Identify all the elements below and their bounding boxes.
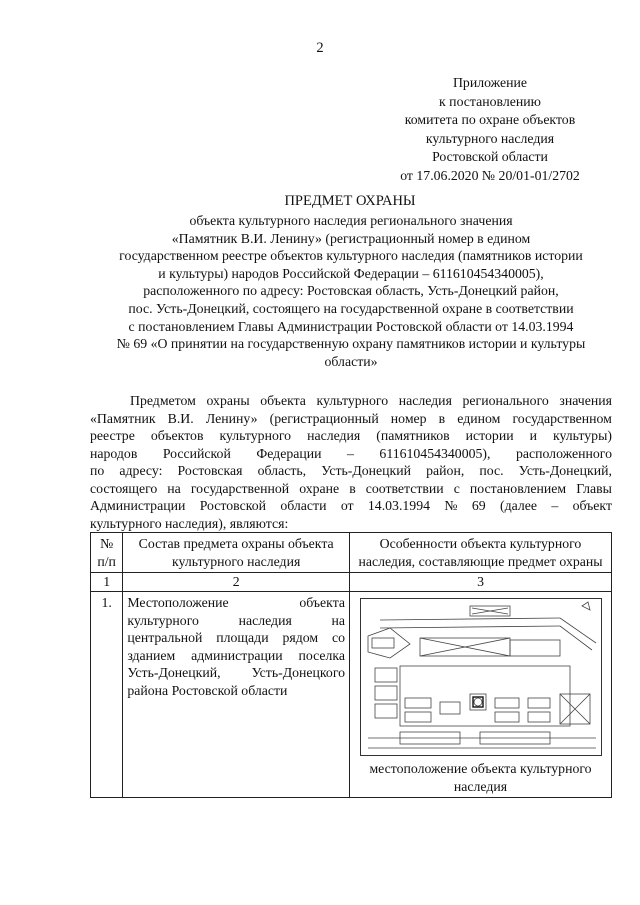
subject-line: пос. Усть-Донецкий, состоящего на государственной охране в соответствии <box>128 300 574 316</box>
word: Российской <box>162 445 231 461</box>
subject-line: расположенного по адресу: Ростовская область, Усть-Донецкий район, <box>143 283 559 299</box>
body-paragraph <box>90 392 612 532</box>
word: область, <box>257 463 307 478</box>
header-features: Особенности объекта культурного наследия, составляющие предмет охраны <box>350 533 612 573</box>
subject-line: № 69 «О принятии на государственную охрану памятников истории и культуры <box>116 336 586 352</box>
paragraph-line <box>90 392 612 410</box>
row-features <box>350 592 612 798</box>
word: в <box>438 410 446 426</box>
word: регионального <box>462 393 549 408</box>
paragraph-line <box>90 480 612 498</box>
word: едином <box>457 410 501 426</box>
site-plan-image <box>360 598 602 756</box>
word: Ростовская <box>177 463 243 478</box>
word: Усть-Донецкий, <box>518 463 612 478</box>
word: район, <box>426 463 465 478</box>
word: 611610454340005), <box>379 445 491 461</box>
paragraph-line <box>90 427 612 445</box>
word: Усть-Донецкого <box>251 665 346 680</box>
word: В.И. <box>167 410 194 426</box>
word: на <box>331 612 346 628</box>
word: центральной <box>127 630 203 645</box>
header-composition: Состав предмета охраны объекта культурного наследия <box>123 533 350 573</box>
word: поселка <box>298 647 346 663</box>
column-number: 3 <box>350 573 612 592</box>
word: (регистрационный <box>269 410 379 426</box>
word: народов <box>90 445 138 461</box>
word: значения <box>559 393 612 408</box>
column-number: 1 <box>91 573 123 592</box>
word: по <box>90 463 105 478</box>
word: и <box>529 428 537 443</box>
location-map <box>360 598 602 756</box>
word: Администрации <box>90 498 186 513</box>
word: наследия <box>238 612 292 628</box>
word: постановлением <box>469 480 567 496</box>
word: адресу: <box>119 463 163 478</box>
word: объект <box>572 498 612 513</box>
appendix-line: культурного наследия <box>425 130 555 146</box>
subject-line: государственном реестре объектов культурного наследия (памятников истории <box>119 248 583 264</box>
word: состоящего <box>90 480 158 496</box>
word: с <box>453 480 460 496</box>
word: расположенного <box>515 445 612 461</box>
paragraph-line <box>90 462 612 480</box>
document-title: ПРЕДМЕТ ОХРАНЫ <box>284 193 416 209</box>
word: № <box>444 498 458 513</box>
appendix-line: к постановлению <box>439 93 541 109</box>
appendix-line: комитета по охране объектов <box>404 112 576 127</box>
word: Предметом <box>130 393 196 408</box>
appendix-line: Ростовской области <box>432 149 548 164</box>
word: администрации <box>191 647 283 663</box>
word: объекта <box>260 393 306 408</box>
word: Усть-Донецкий, <box>127 665 221 680</box>
composition-line <box>127 647 345 665</box>
word: 69 <box>471 498 486 513</box>
word: государственном <box>512 410 612 426</box>
page-number: 2 <box>316 40 324 56</box>
word: от <box>340 498 354 513</box>
word: в <box>349 480 356 496</box>
paragraph-line: культурного наследия), являются: <box>90 515 289 531</box>
word: наследия <box>307 428 361 443</box>
composition-line: района Ростовской области <box>127 682 288 698</box>
word: наследия <box>398 393 452 408</box>
column-number: 2 <box>123 573 350 592</box>
word: соответствии <box>365 480 444 496</box>
word: культурного <box>219 428 292 443</box>
paragraph-line <box>90 497 612 515</box>
word: – <box>551 498 559 513</box>
header-number: № п/п <box>91 533 123 573</box>
word: на <box>167 480 181 496</box>
word: культурного <box>127 612 199 628</box>
row-number: 1. <box>91 592 123 798</box>
word: государственной <box>190 480 290 496</box>
composition-line <box>127 612 345 630</box>
word: «Памятник <box>90 410 156 426</box>
appendix-block <box>370 74 610 185</box>
word: со <box>331 630 346 645</box>
composition-line <box>127 629 345 647</box>
word: области <box>280 498 327 513</box>
protection-table <box>90 532 612 798</box>
word: реестре <box>90 428 135 443</box>
word: 14.03.1994 <box>367 498 430 513</box>
paragraph-line <box>90 445 612 463</box>
word: охраны <box>206 393 250 408</box>
subject-line: с постановлением Главы Администрации Ростовской области от 14.03.1994 <box>128 318 574 334</box>
table-row <box>91 592 612 798</box>
appendix-line: Приложение <box>452 75 528 90</box>
word: Ленину» <box>205 410 258 426</box>
word: номер <box>390 410 427 426</box>
subject-line: области» <box>324 353 378 369</box>
composition-line <box>127 594 345 612</box>
word: объектов <box>150 428 204 443</box>
subject-line: объекта культурного наследия регионального значения <box>189 213 513 228</box>
map-caption: местоположение объекта культурного наследия <box>369 761 592 794</box>
word: (далее <box>500 498 537 513</box>
paragraph-line <box>90 410 612 428</box>
subject-block <box>88 212 614 370</box>
word: Ростовской <box>199 498 266 513</box>
appendix-line: от 17.06.2020 № 20/01-01/2702 <box>400 167 580 183</box>
subject-line: и культуры) народов Российской Федерации – 611610454340005), <box>158 265 544 281</box>
subject-line: «Памятник В.И. Ленину» (регистрационный номер в едином <box>171 230 531 246</box>
word: культуры) <box>552 428 612 443</box>
table-header-row <box>91 533 612 573</box>
word: истории <box>465 428 514 443</box>
word: (памятников <box>376 428 450 443</box>
word: Главы <box>576 480 612 496</box>
word: Местоположение <box>127 595 229 610</box>
word: площади <box>216 630 269 645</box>
word: рядом <box>282 630 319 645</box>
word: пос. <box>479 463 504 478</box>
word: Федерации <box>256 445 322 461</box>
word: зданием <box>127 647 176 663</box>
word: охране <box>299 480 340 496</box>
row-composition <box>123 592 350 798</box>
word: Усть-Донецкий <box>321 463 412 478</box>
word: культурного <box>316 393 389 408</box>
composition-line <box>127 664 345 682</box>
word: – <box>347 445 354 461</box>
column-number-row <box>91 573 612 592</box>
word: объекта <box>299 595 346 610</box>
